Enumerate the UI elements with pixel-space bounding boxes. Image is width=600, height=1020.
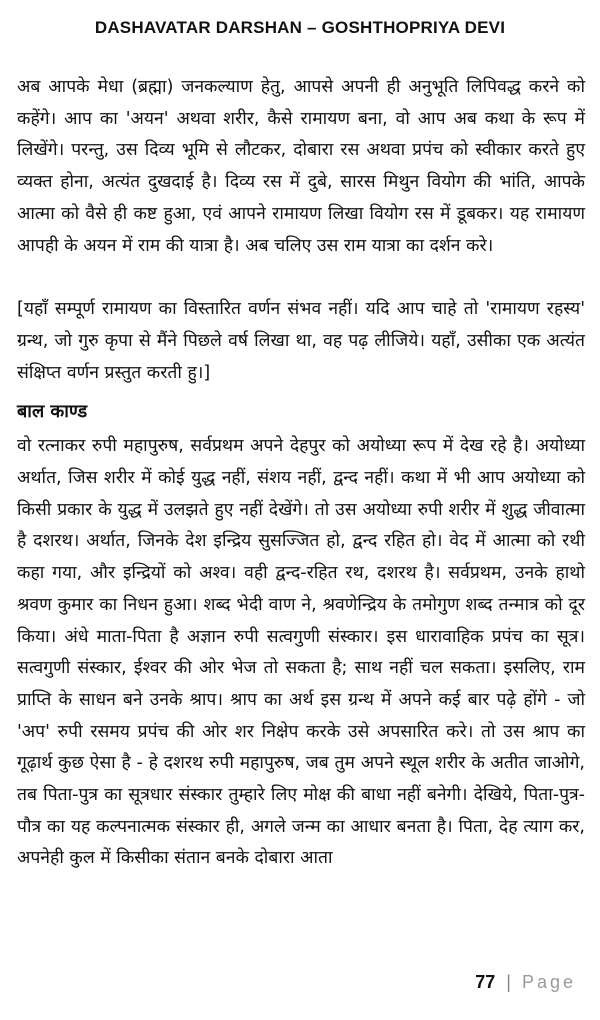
running-header: DASHAVATAR DARSHAN – GOSHTHOPRIYA DEVI	[94, 18, 506, 37]
paragraph-2: वो रत्नाकर रुपी महापुरुष, सर्वप्रथम अपने देहपुर को अयोध्या रूप में देख रहे है। अयोध्या अर्थात, जिस शरीर में कोई युद्ध नहीं, संशय नहीं, द्वन्द नहीं। कथा में भी आप अयोध्या को किसी प्रकार के युद्ध में उलझते हुए नहीं देखेंगे। तो उस अयोध्या रुपी शरीर में शुद्ध जीवात्मा है दशरथ। अर्थात, जिनके देश इन्द्रिय सुसज्जित हो, द्वन्द रहित हो। वेद में आत्मा को रथी कहा गया, और इन्द्रियों को अश्व। वही द्वन्द-रहित रथ, दशरथ है। सर्वप्रथम, उनके हाथो श्रवण कुमार का निधन हुआ। शब्द भेदी वाण ने, श्रवणेन्द्रिय के तमोगुण शब्द तन्मात्र को दूर किया। अंधे माता-पिता है अज्ञान रुपी सत्वगुणी संस्कार। इस धारावाहिक प्रपंच का सूत्र। सत्वगुणी संस्कार, ईश्वर की ओर भेज तो सकता है; साथ नहीं चल सकता। इसलिए, राम प्राप्ति के साधन बने उनके श्राप। श्राप का अर्थ इस ग्रन्थ में अपने कई बार पढ़े होंगे - जो 'अप' रुपी रसमय प्रपंच की ओर शर निक्षेप करके उसे अपसारित करे। तो उस श्राप का गूढ़ार्थ कुछ ऐसा है - हे दशरथ रुपी महापुरुष, जब तुम अपने स्थूल शरीर के अतीत जाओगे, तब पिता-पुत्र का सूत्रधार संस्कार तुम्हारे लिए मोक्ष की बाधा नहीं बनेगी। देखिये, पिता-पुत्र-पौत्र का यह कल्पनात्मक संस्कार ही, अगले जन्म का आधार बनता है। पिता, देह त्याग कर, अपनेही कुल में किसीका संतान बनके दोबारा आता	[17, 436, 585, 869]
page-number: 77	[475, 972, 496, 992]
paragraph-1: अब आपके मेधा (ब्रह्मा) जनकल्याण हेतु, आपसे अपनी ही अनुभूति लिपिवद्ध करने को कहेंगे। आप का 'अयन' अथवा शरीर, कैसे रामायण बना, वो आप अब कथा के रूप में लिखेंगे। परन्तु, उस दिव्य भूमि से लौटकर, दोबारा रस अथवा प्रपंच को स्वीकार करते हुए व्यक्त होना, अत्यंत दुखदाई है। दिव्य रस में दुबे, सारस मिथुन वियोग की भांति, आपके आत्मा को वैसे ही कष्ट हुआ, एवं आपने रामायण लिखा वियोग रस में डूबकर। यह रामायण आपही के अयन में राम की यात्रा है। अब चलिए उस राम यात्रा का दर्शन करे।	[17, 77, 585, 256]
bracketed-note: [यहाँ सम्पूर्ण रामायण का विस्तारित वर्णन संभव नहीं। यदि आप चाहे तो 'रामायण रहस्य' ग्रन्थ, जो गुरु कृपा से मैंने पिछले वर्ष लिखा था, वह पढ़ लीजिये। यहाँ, उसीका एक अत्यंत संक्षिप्त वर्णन प्रस्तुत करती हु।]	[17, 299, 585, 383]
footer-separator: |	[506, 972, 511, 992]
page-footer	[475, 972, 576, 993]
footer-page-label: Page	[521, 972, 576, 992]
body-text	[17, 72, 585, 875]
section-heading: बाल काण्ड	[17, 401, 88, 423]
